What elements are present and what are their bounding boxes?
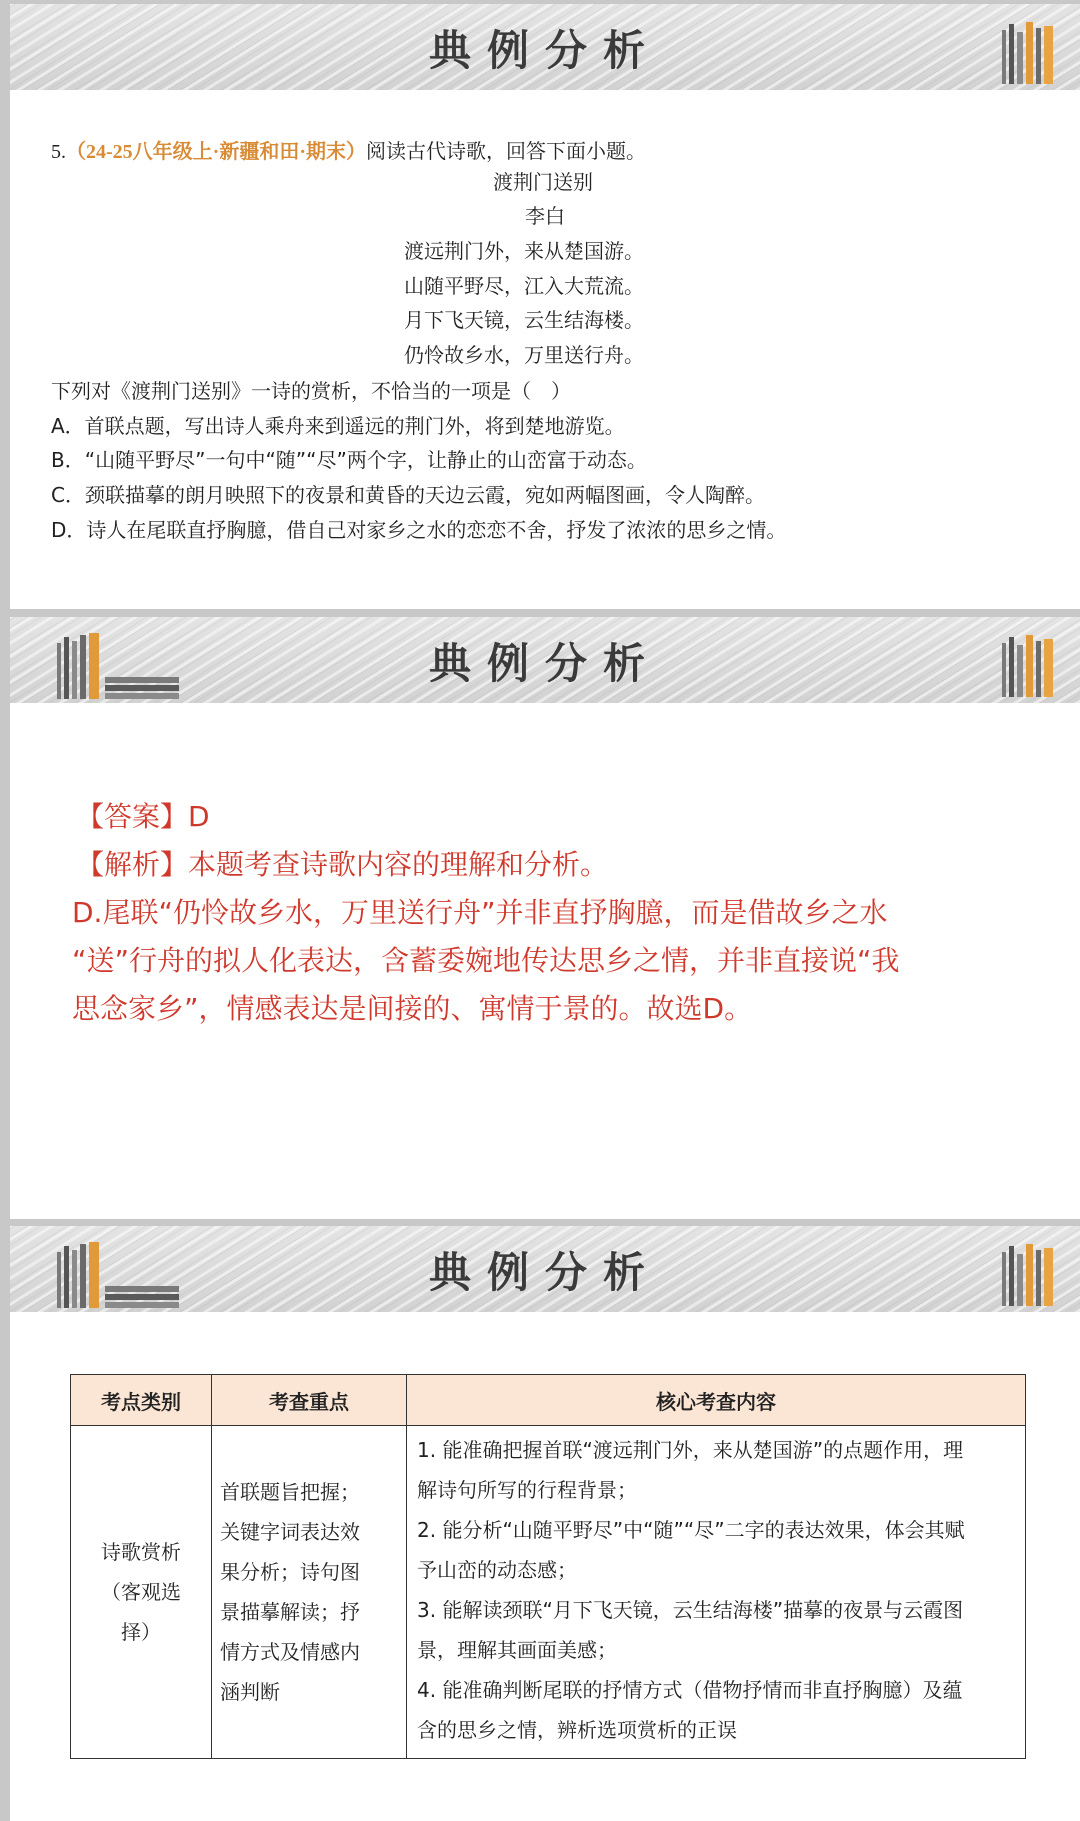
cell-line: 1. 能准确把握首联“渡远荆门外，来从楚国游”的点题作用，理 (417, 1438, 964, 1462)
cell-line: 涵判断 (220, 1680, 280, 1704)
question-slide (10, 4, 1080, 609)
cell-line: 解诗句所写的行程背景； (417, 1478, 637, 1502)
header-category: 考点类别 (71, 1375, 212, 1426)
analysis-detail: 思念家乡”，情感表达是间接的、寓情于景的。故选D。 (72, 992, 753, 1025)
banner-title: 典例分析 (428, 1248, 661, 1297)
question-prompt: 下列对《渡荆门送别》一诗的赏析，不恰当的一项是（ ） (51, 379, 571, 403)
poem-title: 渡荆门送别 (493, 170, 593, 194)
title-banner (10, 4, 1080, 90)
table-header-row (71, 1375, 1026, 1426)
analysis-detail: D.尾联“仍怜故乡水，万里送行舟”并非直抒胸臆，而是借故乡之水 (72, 896, 888, 929)
header-focus: 考查重点 (212, 1375, 407, 1426)
cell-line: 景，理解其画面美感； (417, 1638, 617, 1662)
cell-line: 关键字词表达效 (220, 1520, 360, 1544)
exam-point-table (70, 1374, 1026, 1759)
poem-author: 李白 (525, 204, 565, 228)
option-a: A．首联点题，写出诗人乘舟来到遥远的荆门外，将到楚地游览。 (51, 414, 625, 438)
books-icon (1000, 22, 1058, 86)
title-banner (10, 1226, 1080, 1312)
cell-line: 予山峦的动态感； (417, 1558, 577, 1582)
title-banner (10, 617, 1080, 703)
cell-category (71, 1426, 212, 1759)
poem-line: 渡远荆门外，来从楚国游。 (404, 239, 644, 263)
cell-line: 诗歌赏析 (101, 1540, 181, 1564)
table-slide (10, 1226, 1080, 1821)
option-d: D．诗人在尾联直抒胸臆，借自己对家乡之水的恋恋不舍，抒发了浓浓的思乡之情。 (51, 518, 787, 542)
cell-line: 情方式及情感内 (220, 1640, 360, 1664)
option-b: B．“山随平野尽”一句中“随”“尽”两个字，让静止的山峦富于动态。 (51, 448, 647, 472)
question-stem: 阅读古代诗歌，回答下面小题。 (366, 139, 646, 163)
poem-line: 仍怜故乡水，万里送行舟。 (404, 343, 644, 367)
cell-line: 4. 能准确判断尾联的抒情方式（借物抒情而非直抒胸臆）及蕴 (417, 1678, 963, 1702)
banner-title: 典例分析 (428, 639, 661, 688)
cell-focus (212, 1426, 407, 1759)
table-row (71, 1426, 1026, 1759)
header-content: 核心考查内容 (407, 1375, 1026, 1426)
cell-line: 3. 能解读颈联“月下飞天镜，云生结海楼”描摹的夜景与云霞图 (417, 1598, 964, 1622)
option-c: C．颈联描摹的朗月映照下的夜景和黄昏的天边云霞，宛如两幅图画，令人陶醉。 (51, 483, 765, 507)
cell-line: 果分析；诗句图 (220, 1560, 360, 1584)
answer-slide (10, 617, 1080, 1219)
poem-line: 月下飞天镜，云生结海楼。 (404, 308, 644, 332)
cell-line: 首联题旨把握； (220, 1480, 360, 1504)
analysis-line: 【解析】本题考查诗歌内容的理解和分析。 (76, 848, 609, 881)
cell-line: （客观选 (101, 1580, 181, 1604)
question-header (51, 135, 646, 164)
cell-content (407, 1426, 1026, 1759)
answer-line: 【答案】D (76, 800, 210, 833)
books-icon (1000, 635, 1058, 699)
books-icon (1000, 1244, 1058, 1308)
banner-title: 典例分析 (428, 26, 661, 75)
cell-line: 含的思乡之情，辨析选项赏析的正误 (417, 1718, 737, 1742)
question-number: 5. (51, 141, 66, 163)
cell-line: 2. 能分析“山随平野尽”中“随”“尽”二字的表达效果，体会其赋 (417, 1518, 965, 1542)
cell-line: 景描摹解读；抒 (220, 1600, 360, 1624)
cell-line: 择） (121, 1620, 161, 1644)
analysis-detail: “送”行舟的拟人化表达，含蓄委婉地传达思乡之情，并非直接说“我 (72, 944, 900, 977)
question-source: （24-25八年级上·新疆和田·期末） (66, 141, 366, 163)
poem-line: 山随平野尽，江入大荒流。 (404, 274, 644, 298)
